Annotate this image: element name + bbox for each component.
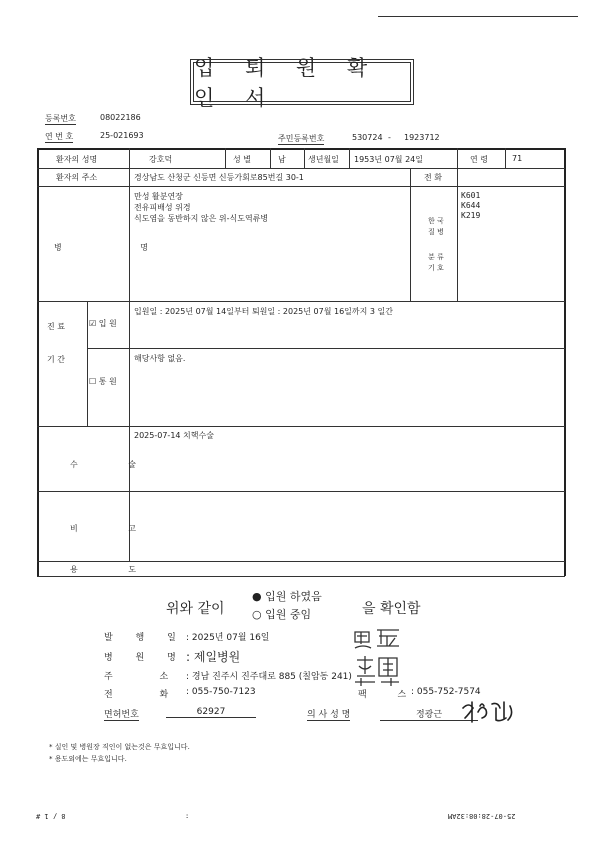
dob-label: 생년월일 <box>308 155 339 164</box>
filled-circle-icon: ● <box>252 590 262 603</box>
issue-date-label: 발 행 일 <box>104 633 186 643</box>
issue-date: : 2025년 07월 16일 <box>186 633 270 643</box>
disease-label: 병 명 <box>54 243 186 252</box>
footer-mid: : <box>185 812 190 820</box>
code-label-line: 질 병 <box>428 228 444 236</box>
license-label: 면허번호 <box>104 707 139 721</box>
disease-line: 전유피배성 위경 <box>134 203 191 212</box>
serial-label: 연 번 호 <box>45 132 74 141</box>
sex-label: 성 별 <box>233 155 251 164</box>
inpatient-period: 입원일 : 2025년 07월 14일부터 퇴원일 : 2025년 07월 16일까지 3 일간 <box>134 307 393 316</box>
option-admitted <box>252 588 322 604</box>
inpatient-checkbox[interactable] <box>89 318 117 329</box>
reg-label: 등록번호 <box>45 114 76 123</box>
code-label-line: 분 류 <box>428 253 444 261</box>
confirm-prefix: 위와 같이 <box>166 601 225 617</box>
empty-circle-icon: ○ <box>252 608 262 621</box>
disease-code: K601 <box>461 191 481 200</box>
note-line: * 실인 및 병원장 직인이 없는것은 무효입니다. <box>49 743 190 751</box>
hospital-name: : 제일병원 <box>186 650 241 664</box>
address-value: 경상남도 산청군 신등면 신등가회로85번길 30-1 <box>134 173 304 182</box>
dob-value: 1953년 07월 24일 <box>354 155 423 164</box>
disease-list <box>134 191 268 224</box>
disease-codes <box>461 191 480 221</box>
period-label-2: 기 간 <box>47 355 65 364</box>
rrn-front: 530724 <box>352 133 383 142</box>
notes <box>49 741 190 765</box>
disease-line: 만성 활분연장 <box>134 192 183 201</box>
fax-label: 팩 스 <box>358 690 421 700</box>
hospital-address: : 경남 진주시 진주대로 885 (칠암동 241) <box>186 672 352 682</box>
doctor-signature <box>460 698 520 730</box>
tel-label: 전 화 <box>104 690 191 700</box>
footer-right: 25-07-28:08:32AM <box>448 812 516 820</box>
signature-icon <box>460 698 520 726</box>
sex-value: 남 <box>278 155 286 164</box>
option-hospitalized-text: 입원 중임 <box>265 608 312 621</box>
option-hospitalized <box>252 606 311 622</box>
rrn-back: 1923712 <box>404 133 440 142</box>
outpatient-text: 해당사항 없음. <box>134 354 186 363</box>
hospital-seal <box>351 626 405 690</box>
doctor-label: 의 사 성 명 <box>307 707 350 721</box>
top-rule <box>378 16 578 17</box>
disease-line: 식도염을 동반하지 않은 위-식도역류병 <box>134 214 269 223</box>
inpatient-label: 입 원 <box>98 319 117 328</box>
phone-label: 전 화 <box>424 173 442 182</box>
checked-box-icon: ☑ <box>89 319 97 328</box>
seal-icon <box>351 626 405 690</box>
patient-name: 강호덕 <box>149 155 173 164</box>
outpatient-label: 통 원 <box>98 377 117 386</box>
disease-code: K219 <box>461 211 481 220</box>
surgery-text: 2025-07-14 치핵수술 <box>134 431 214 440</box>
confirm-suffix: 을 확인함 <box>362 601 421 617</box>
patient-name-label: 환자의 성명 <box>56 155 98 164</box>
code-labels <box>428 216 444 274</box>
license-number: 62927 <box>166 707 256 718</box>
hospital-tel: : 055-750-7123 <box>186 687 256 697</box>
outpatient-checkbox[interactable] <box>89 376 117 387</box>
address-label-issuer: 주 소 <box>104 672 191 682</box>
footer-left: 8 / 1 # <box>36 812 66 820</box>
rrn-dash: - <box>388 133 391 142</box>
purpose-label: 용 도 <box>70 565 160 574</box>
reg-number: 08022186 <box>100 113 141 122</box>
rrn-label: 주민등록번호 <box>278 134 325 143</box>
address-label: 환자의 주소 <box>56 173 98 182</box>
note-line: * 용도외에는 무효입니다. <box>49 755 127 763</box>
age-value: 71 <box>512 154 523 163</box>
empty-box-icon: ☐ <box>89 377 97 386</box>
hospital-fax: : 055-752-7574 <box>411 687 481 697</box>
disease-code: K644 <box>461 201 481 210</box>
code-label-line: 기 호 <box>428 264 444 272</box>
age-label: 연 령 <box>470 155 488 164</box>
doctor-name: 정광근 <box>380 707 478 721</box>
option-admitted-text: 입원 하였음 <box>265 590 322 603</box>
remarks-label: 비 고 <box>70 524 160 533</box>
serial-number: 25-021693 <box>100 131 144 140</box>
period-label-1: 진 료 <box>47 322 65 331</box>
code-label-line: 한 국 <box>428 217 444 225</box>
surgery-label: 수 술 <box>70 460 160 469</box>
hospital-label: 병 원 명 <box>104 653 186 663</box>
document-title: 입 퇴 원 확 인 서 <box>193 62 411 102</box>
